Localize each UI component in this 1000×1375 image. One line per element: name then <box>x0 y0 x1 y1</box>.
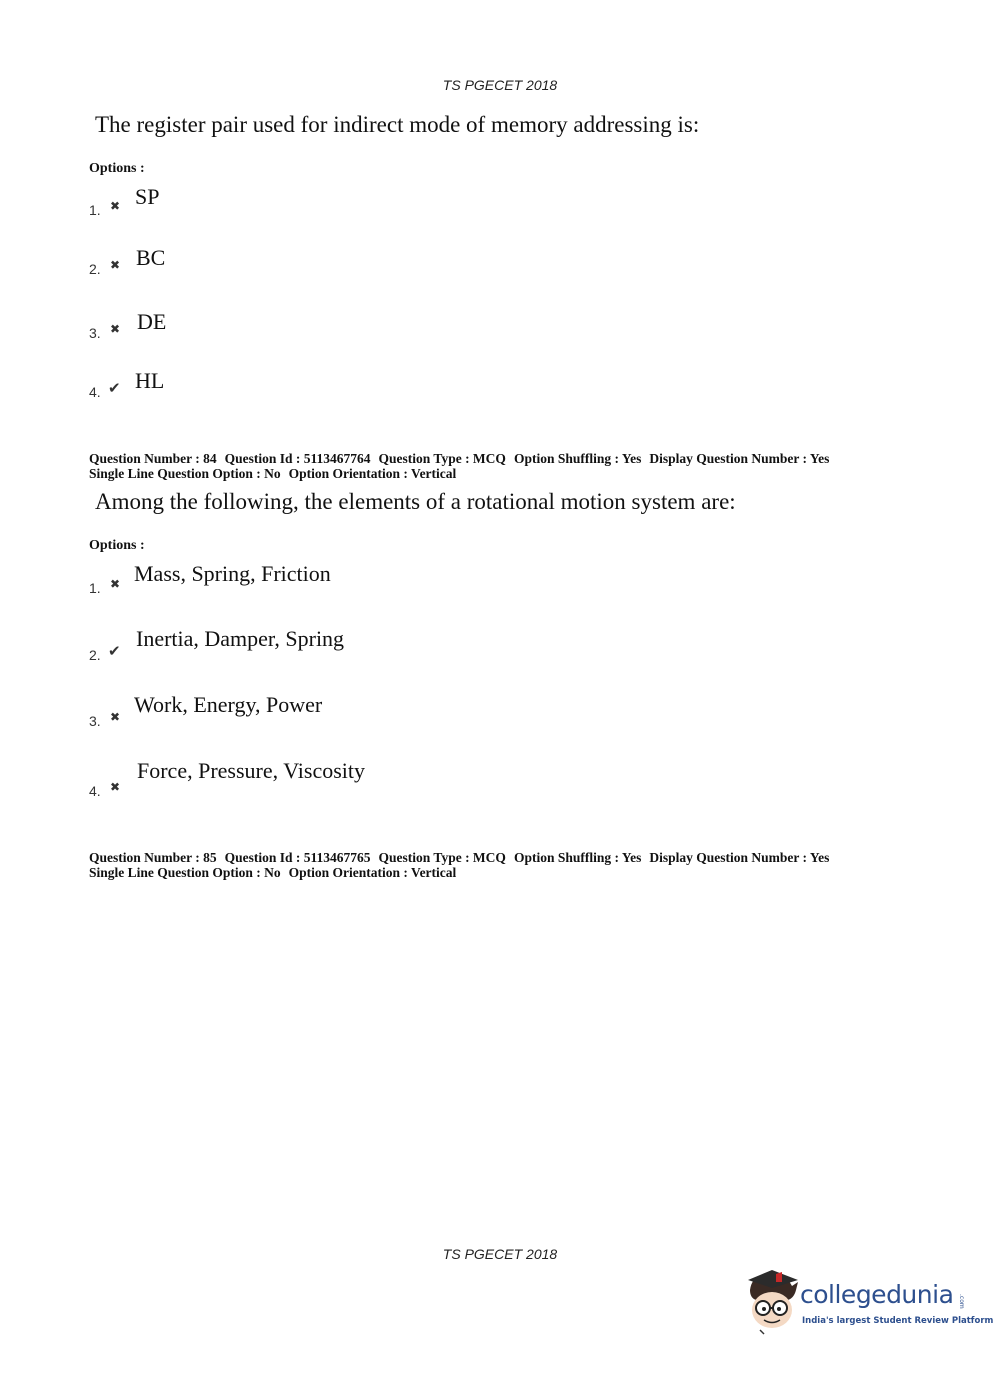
meta-option-orientation: Option Orientation : Vertical <box>288 865 457 880</box>
option-text: HL <box>135 368 165 393</box>
options-label: Options : <box>89 161 145 176</box>
page-footer-title: TS PGECET 2018 <box>442 1246 558 1262</box>
meta-question-type: Question Type : MCQ <box>378 451 506 466</box>
meta-question-number: Question Number : 85 <box>89 850 217 865</box>
meta-display-question-number: Display Question Number : Yes <box>649 451 830 466</box>
option-number: 3. <box>89 325 101 341</box>
meta-option-orientation: Option Orientation : Vertical <box>288 466 457 481</box>
page-header-title: TS PGECET 2018 <box>442 77 558 93</box>
question-text: Among the following, the elements of a rotational motion system are: <box>95 489 736 514</box>
meta-question-type: Question Type : MCQ <box>378 850 506 865</box>
meta-option-shuffling: Option Shuffling : Yes <box>513 850 642 865</box>
option-number: 2. <box>89 261 101 277</box>
option-text: Work, Energy, Power <box>134 692 323 717</box>
meta-display-question-number: Display Question Number : Yes <box>649 850 830 865</box>
cross-icon: ✖ <box>110 710 121 724</box>
cross-icon: ✖ <box>110 258 121 272</box>
meta-question-id: Question Id : 5113467765 <box>224 850 371 865</box>
check-icon: ✔ <box>108 379 121 397</box>
question-meta <box>89 850 837 880</box>
question-meta <box>89 451 837 481</box>
option-number: 1. <box>89 202 101 218</box>
meta-question-id: Question Id : 5113467764 <box>224 451 371 466</box>
meta-option-shuffling: Option Shuffling : Yes <box>513 451 642 466</box>
option-number: 2. <box>89 647 101 663</box>
option-number: 4. <box>89 783 101 799</box>
cross-icon: ✖ <box>110 577 121 591</box>
logo-com: .com <box>958 1294 965 1309</box>
cross-icon: ✖ <box>110 199 121 213</box>
option-text: SP <box>135 184 160 209</box>
option-number: 3. <box>89 713 101 729</box>
logo-wordmark: collegedunia <box>800 1280 954 1309</box>
mascot-icon <box>742 1268 802 1338</box>
option-text: Force, Pressure, Viscosity <box>137 758 366 783</box>
option-text: BC <box>136 245 166 270</box>
check-icon: ✔ <box>108 642 121 660</box>
collegedunia-logo <box>742 1268 994 1340</box>
options-label: Options : <box>89 538 145 553</box>
logo-tagline: India's largest Student Review Platform <box>802 1316 994 1326</box>
option-number: 4. <box>89 384 101 400</box>
meta-single-line-option: Single Line Question Option : No <box>89 865 281 880</box>
option-number: 1. <box>89 580 101 596</box>
question-text: The register pair used for indirect mode of memory addressing is: <box>95 112 700 137</box>
meta-question-number: Question Number : 84 <box>89 451 217 466</box>
cross-icon: ✖ <box>110 780 121 794</box>
option-text: DE <box>137 309 167 334</box>
option-text: Mass, Spring, Friction <box>134 561 331 586</box>
cross-icon: ✖ <box>110 322 121 336</box>
meta-single-line-option: Single Line Question Option : No <box>89 466 281 481</box>
option-text: Inertia, Damper, Spring <box>136 626 345 651</box>
